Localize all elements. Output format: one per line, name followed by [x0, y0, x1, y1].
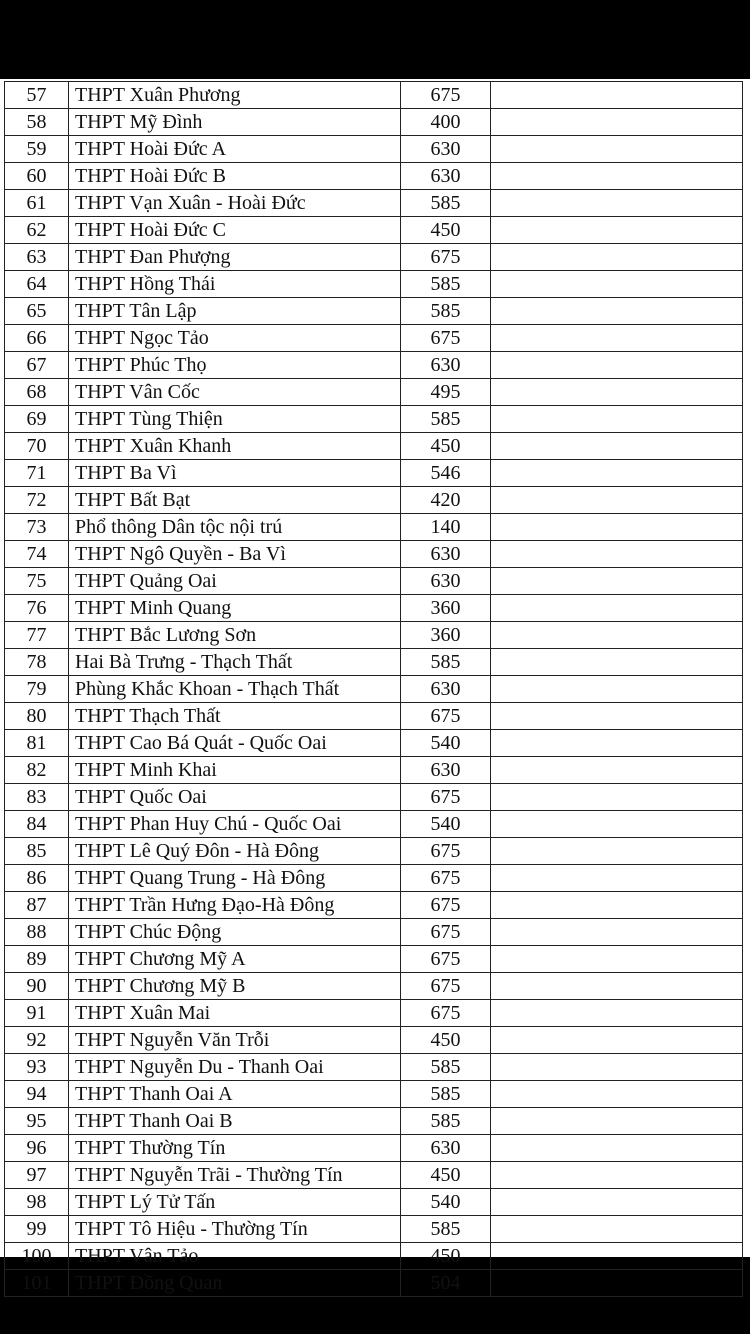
empty-cell — [491, 946, 743, 973]
empty-cell — [491, 622, 743, 649]
row-number: 96 — [5, 1135, 69, 1162]
school-name: THPT Quang Trung - Hà Đông — [69, 865, 401, 892]
empty-cell — [491, 865, 743, 892]
school-name: THPT Vạn Xuân - Hoài Đức — [69, 190, 401, 217]
row-number: 86 — [5, 865, 69, 892]
quota-value: 585 — [401, 190, 491, 217]
table-row — [5, 136, 743, 163]
quota-value: 450 — [401, 1027, 491, 1054]
table-row — [5, 298, 743, 325]
quota-value: 585 — [401, 1081, 491, 1108]
empty-cell — [491, 487, 743, 514]
empty-cell — [491, 190, 743, 217]
quota-value: 675 — [401, 325, 491, 352]
table-row — [5, 568, 743, 595]
row-number: 66 — [5, 325, 69, 352]
quota-value: 675 — [401, 973, 491, 1000]
table-row — [5, 1081, 743, 1108]
row-number: 70 — [5, 433, 69, 460]
school-name: THPT Mỹ Đình — [69, 109, 401, 136]
empty-cell — [491, 298, 743, 325]
table-row — [5, 244, 743, 271]
row-number: 72 — [5, 487, 69, 514]
school-name: THPT Minh Khai — [69, 757, 401, 784]
table-row — [5, 163, 743, 190]
table-row — [5, 1243, 743, 1270]
table-row — [5, 838, 743, 865]
row-number: 77 — [5, 622, 69, 649]
table-row — [5, 325, 743, 352]
empty-cell — [491, 1000, 743, 1027]
table-row — [5, 676, 743, 703]
empty-cell — [491, 838, 743, 865]
school-name: THPT Hồng Thái — [69, 271, 401, 298]
quota-value: 450 — [401, 1162, 491, 1189]
empty-cell — [491, 379, 743, 406]
row-number: 67 — [5, 352, 69, 379]
table-row — [5, 1189, 743, 1216]
quota-value: 504 — [401, 1270, 491, 1297]
row-number: 60 — [5, 163, 69, 190]
school-name: THPT Nguyễn Trãi - Thường Tín — [69, 1162, 401, 1189]
table-row — [5, 271, 743, 298]
school-name: THPT Thanh Oai B — [69, 1108, 401, 1135]
empty-cell — [491, 1081, 743, 1108]
row-number: 92 — [5, 1027, 69, 1054]
table-row — [5, 217, 743, 244]
school-name: THPT Lê Quý Đôn - Hà Đông — [69, 838, 401, 865]
quota-value: 360 — [401, 622, 491, 649]
table-row — [5, 757, 743, 784]
school-name: THPT Thanh Oai A — [69, 1081, 401, 1108]
empty-cell — [491, 136, 743, 163]
school-name: THPT Lý Tử Tấn — [69, 1189, 401, 1216]
quota-value: 450 — [401, 1243, 491, 1270]
quota-value: 630 — [401, 352, 491, 379]
row-number: 76 — [5, 595, 69, 622]
table-row — [5, 379, 743, 406]
quota-value: 450 — [401, 217, 491, 244]
table-row — [5, 190, 743, 217]
quota-value: 400 — [401, 109, 491, 136]
empty-cell — [491, 460, 743, 487]
empty-cell — [491, 82, 743, 109]
empty-cell — [491, 1216, 743, 1243]
quota-value: 675 — [401, 838, 491, 865]
quota-value: 540 — [401, 1189, 491, 1216]
table-row — [5, 352, 743, 379]
table-row — [5, 649, 743, 676]
row-number: 80 — [5, 703, 69, 730]
school-name: THPT Quốc Oai — [69, 784, 401, 811]
school-name: THPT Minh Quang — [69, 595, 401, 622]
table-row — [5, 433, 743, 460]
row-number: 83 — [5, 784, 69, 811]
empty-cell — [491, 1243, 743, 1270]
quota-value: 675 — [401, 784, 491, 811]
row-number: 91 — [5, 1000, 69, 1027]
row-number: 90 — [5, 973, 69, 1000]
empty-cell — [491, 1054, 743, 1081]
quota-value: 140 — [401, 514, 491, 541]
empty-cell — [491, 973, 743, 1000]
table-row — [5, 1027, 743, 1054]
empty-cell — [491, 649, 743, 676]
school-name: THPT Xuân Mai — [69, 1000, 401, 1027]
empty-cell — [491, 703, 743, 730]
quota-value: 585 — [401, 271, 491, 298]
table-row — [5, 109, 743, 136]
empty-cell — [491, 541, 743, 568]
row-number: 79 — [5, 676, 69, 703]
row-number: 57 — [5, 82, 69, 109]
empty-cell — [491, 595, 743, 622]
quota-value: 630 — [401, 1135, 491, 1162]
empty-cell — [491, 784, 743, 811]
empty-cell — [491, 919, 743, 946]
school-name: THPT Cao Bá Quát - Quốc Oai — [69, 730, 401, 757]
quota-value: 675 — [401, 244, 491, 271]
quota-value: 585 — [401, 1108, 491, 1135]
quota-value: 675 — [401, 82, 491, 109]
row-number: 94 — [5, 1081, 69, 1108]
quota-value: 540 — [401, 811, 491, 838]
row-number: 64 — [5, 271, 69, 298]
empty-cell — [491, 811, 743, 838]
school-name: Phổ thông Dân tộc nội trú — [69, 514, 401, 541]
table-row — [5, 541, 743, 568]
table-row — [5, 919, 743, 946]
school-name: Phùng Khắc Khoan - Thạch Thất — [69, 676, 401, 703]
school-name: THPT Tân Lập — [69, 298, 401, 325]
empty-cell — [491, 109, 743, 136]
table-row — [5, 1000, 743, 1027]
empty-cell — [491, 1027, 743, 1054]
quota-value: 630 — [401, 676, 491, 703]
row-number: 89 — [5, 946, 69, 973]
table-row — [5, 865, 743, 892]
quota-value: 675 — [401, 703, 491, 730]
empty-cell — [491, 892, 743, 919]
table-row — [5, 595, 743, 622]
school-name: THPT Xuân Phương — [69, 82, 401, 109]
empty-cell — [491, 244, 743, 271]
table-row — [5, 460, 743, 487]
row-number: 73 — [5, 514, 69, 541]
empty-cell — [491, 568, 743, 595]
row-number: 88 — [5, 919, 69, 946]
row-number: 100 — [5, 1243, 69, 1270]
school-name: THPT Hoài Đức A — [69, 136, 401, 163]
table-row — [5, 946, 743, 973]
table-row — [5, 1054, 743, 1081]
table-row — [5, 784, 743, 811]
row-number: 63 — [5, 244, 69, 271]
school-name: THPT Vân Cốc — [69, 379, 401, 406]
school-name: THPT Chương Mỹ A — [69, 946, 401, 973]
table-row — [5, 811, 743, 838]
empty-cell — [491, 406, 743, 433]
empty-cell — [491, 676, 743, 703]
table-row — [5, 1270, 743, 1297]
quota-value: 630 — [401, 757, 491, 784]
quota-value: 630 — [401, 136, 491, 163]
table-body — [5, 82, 743, 1297]
row-number: 85 — [5, 838, 69, 865]
school-quota-table — [4, 81, 743, 1297]
empty-cell — [491, 757, 743, 784]
quota-value: 585 — [401, 298, 491, 325]
quota-value: 540 — [401, 730, 491, 757]
table-row — [5, 622, 743, 649]
quota-value: 450 — [401, 433, 491, 460]
school-name: THPT Đồng Quan — [69, 1270, 401, 1297]
document-page — [0, 79, 750, 1294]
empty-cell — [491, 1135, 743, 1162]
school-name: THPT Hoài Đức B — [69, 163, 401, 190]
row-number: 62 — [5, 217, 69, 244]
row-number: 59 — [5, 136, 69, 163]
quota-value: 675 — [401, 892, 491, 919]
empty-cell — [491, 1189, 743, 1216]
school-name: THPT Tô Hiệu - Thường Tín — [69, 1216, 401, 1243]
empty-cell — [491, 217, 743, 244]
row-number: 78 — [5, 649, 69, 676]
table-row — [5, 1216, 743, 1243]
school-name: THPT Ngọc Tảo — [69, 325, 401, 352]
quota-value: 675 — [401, 919, 491, 946]
school-name: Hai Bà Trưng - Thạch Thất — [69, 649, 401, 676]
empty-cell — [491, 1162, 743, 1189]
school-name: THPT Bắc Lương Sơn — [69, 622, 401, 649]
row-number: 58 — [5, 109, 69, 136]
table-row — [5, 1135, 743, 1162]
quota-value: 675 — [401, 1000, 491, 1027]
school-name: THPT Ngô Quyền - Ba Vì — [69, 541, 401, 568]
row-number: 84 — [5, 811, 69, 838]
row-number: 65 — [5, 298, 69, 325]
school-name: THPT Chương Mỹ B — [69, 973, 401, 1000]
table-row — [5, 487, 743, 514]
school-name: THPT Phúc Thọ — [69, 352, 401, 379]
school-name: THPT Chúc Động — [69, 919, 401, 946]
row-number: 101 — [5, 1270, 69, 1297]
quota-value: 585 — [401, 406, 491, 433]
empty-cell — [491, 163, 743, 190]
table-row — [5, 82, 743, 109]
school-name: THPT Xuân Khanh — [69, 433, 401, 460]
row-number: 97 — [5, 1162, 69, 1189]
empty-cell — [491, 514, 743, 541]
row-number: 61 — [5, 190, 69, 217]
table-row — [5, 1108, 743, 1135]
quota-value: 585 — [401, 649, 491, 676]
school-name: THPT Ba Vì — [69, 460, 401, 487]
school-name: THPT Thạch Thất — [69, 703, 401, 730]
table-row — [5, 703, 743, 730]
quota-value: 495 — [401, 379, 491, 406]
row-number: 71 — [5, 460, 69, 487]
table-row — [5, 514, 743, 541]
school-name: THPT Vân Tảo — [69, 1243, 401, 1270]
school-name: THPT Trần Hưng Đạo-Hà Đông — [69, 892, 401, 919]
school-name: THPT Đan Phượng — [69, 244, 401, 271]
school-name: THPT Nguyễn Văn Trỗi — [69, 1027, 401, 1054]
quota-value: 420 — [401, 487, 491, 514]
row-number: 93 — [5, 1054, 69, 1081]
row-number: 82 — [5, 757, 69, 784]
row-number: 75 — [5, 568, 69, 595]
quota-value: 630 — [401, 568, 491, 595]
row-number: 68 — [5, 379, 69, 406]
school-name: THPT Phan Huy Chú - Quốc Oai — [69, 811, 401, 838]
quota-value: 675 — [401, 946, 491, 973]
quota-value: 675 — [401, 865, 491, 892]
school-name: THPT Thường Tín — [69, 1135, 401, 1162]
row-number: 81 — [5, 730, 69, 757]
row-number: 74 — [5, 541, 69, 568]
row-number: 69 — [5, 406, 69, 433]
empty-cell — [491, 1270, 743, 1297]
quota-value: 630 — [401, 163, 491, 190]
table-row — [5, 730, 743, 757]
empty-cell — [491, 433, 743, 460]
school-name: THPT Nguyễn Du - Thanh Oai — [69, 1054, 401, 1081]
empty-cell — [491, 730, 743, 757]
table-row — [5, 406, 743, 433]
row-number: 87 — [5, 892, 69, 919]
quota-value: 630 — [401, 541, 491, 568]
school-name: THPT Quảng Oai — [69, 568, 401, 595]
empty-cell — [491, 352, 743, 379]
school-name: THPT Hoài Đức C — [69, 217, 401, 244]
school-name: THPT Tùng Thiện — [69, 406, 401, 433]
quota-value: 546 — [401, 460, 491, 487]
empty-cell — [491, 325, 743, 352]
quota-value: 585 — [401, 1216, 491, 1243]
row-number: 95 — [5, 1108, 69, 1135]
table-row — [5, 892, 743, 919]
table-row — [5, 973, 743, 1000]
table-row — [5, 1162, 743, 1189]
row-number: 98 — [5, 1189, 69, 1216]
row-number: 99 — [5, 1216, 69, 1243]
quota-value: 585 — [401, 1054, 491, 1081]
empty-cell — [491, 271, 743, 298]
school-name: THPT Bất Bạt — [69, 487, 401, 514]
quota-value: 360 — [401, 595, 491, 622]
empty-cell — [491, 1108, 743, 1135]
